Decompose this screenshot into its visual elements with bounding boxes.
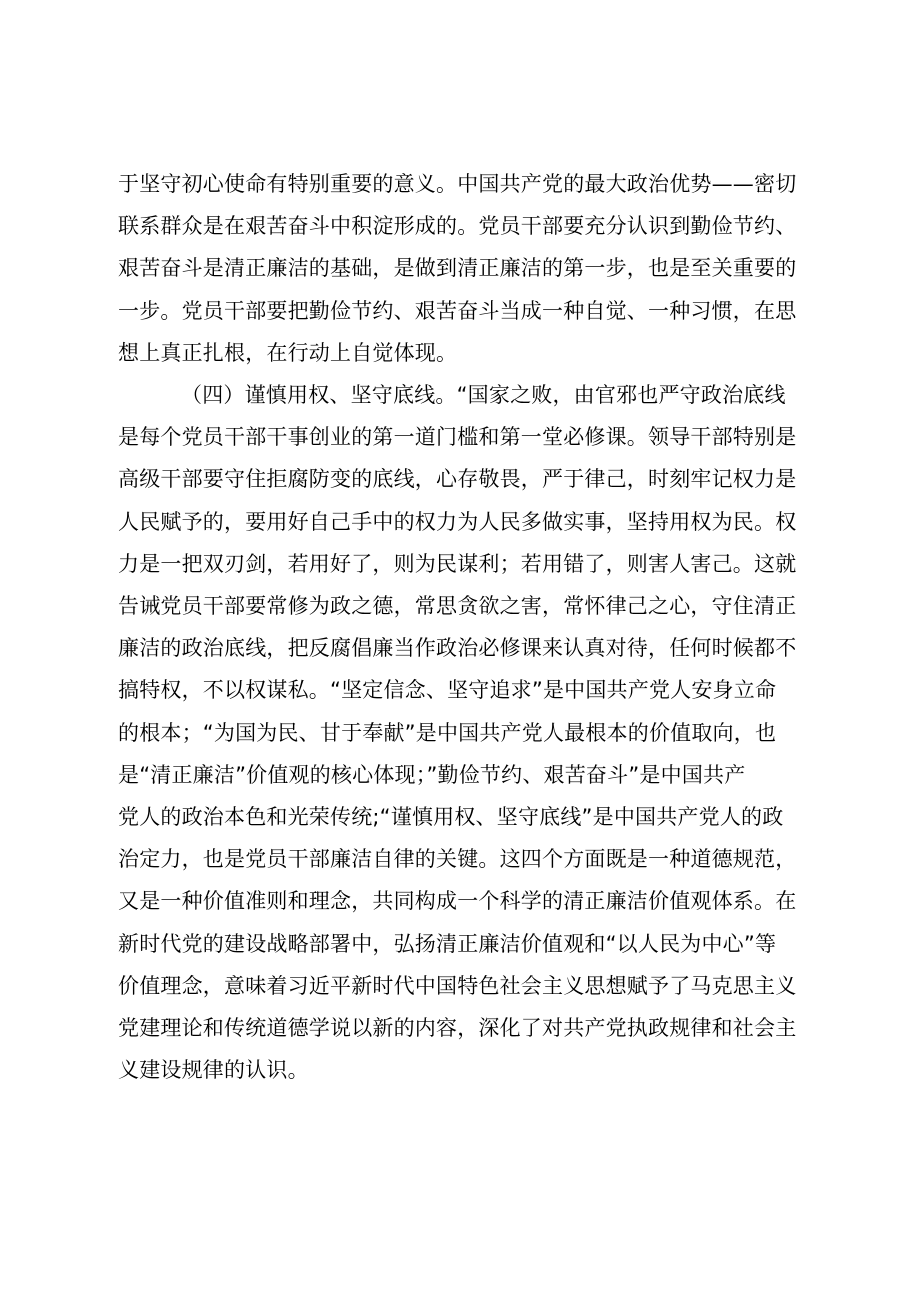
paragraph-two [118, 374, 812, 1091]
paragraph-two-line: 是每个党员干部干事创业的第一道门槛和第一堂必修课。领导干部特别是 [118, 425, 797, 450]
paragraph-two-line: 搞特权，不以权谋私。“坚定信念、坚守追求”是中国共产党人安身立命 [118, 678, 777, 703]
paragraph-two-line: 党人的政治本色和光荣传统;“谨慎用权、坚守底线”是中国共产党人的政 [118, 805, 784, 830]
paragraph-two-line: 高级干部要守住拒腐防变的底线，心存敬畏，严于律己，时刻牢记权力是 [118, 467, 797, 492]
paragraph-two-line: 的根本；“为国为民、甘于奉献”是中国共产党人最根本的价值取向，也 [118, 720, 777, 745]
paragraph-two-line: 党建理论和传统道德学说以新的内容，深化了对共产党执政规律和社会主 [118, 1016, 797, 1041]
paragraph-one-line: 想上真正扎根，在行动上自觉体现。 [118, 340, 458, 365]
paragraph-one [118, 163, 812, 374]
paragraph-two-line: 告诫党员干部要常修为政之德，常思贪欲之害，常怀律己之心，守住清正 [118, 594, 797, 619]
paragraph-one-line: 艰苦奋斗是清正廉洁的基础，是做到清正廉洁的第一步，也是至关重要的 [118, 256, 797, 281]
paragraph-two-line: 又是一种价值准则和理念，共同构成一个科学的清正廉洁价值观体系。在 [118, 889, 797, 914]
paragraph-two-line: 义建设规律的认识。 [118, 1058, 309, 1083]
paragraph-one-line: 一步。党员干部要把勤俭节约、艰苦奋斗当成一种自觉、一种习惯，在思 [118, 298, 797, 323]
paragraph-two-line: 价值理念，意味着习近平新时代中国特色社会主义思想赋予了马克思主义 [118, 973, 797, 998]
paragraph-two-line: （四）谨慎用权、坚守底线。“国家之败，由官邪也严守政治底线 [181, 383, 786, 407]
paragraph-two-line: 是“清正廉洁”价值观的核心体现；”勤俭节约、艰苦奋斗”是中国共产 [118, 762, 746, 787]
paragraph-one-line: 联系群众是在艰苦奋斗中积淀形成的。党员干部要充分认识到勤俭节约、 [118, 214, 797, 239]
paragraph-two-line: 新时代党的建设战略部署中，弘扬清正廉洁价值观和“以人民为中心”等 [118, 931, 777, 956]
paragraph-two-line: 力是一把双刃剑，若用好了，则为民谋利；若用错了，则害人害己。这就 [118, 551, 797, 576]
paragraph-two-line: 廉洁的政治底线，把反腐倡廉当作政治必修课来认真对待，任何时候都不 [118, 636, 797, 661]
paragraph-one-line: 于坚守初心使命有特别重要的意义。中国共产党的最大政治优势——密切 [118, 172, 797, 196]
paragraph-two-line: 人民赋予的，要用好自己手中的权力为人民多做实事，坚持用权为民。权 [118, 509, 797, 534]
paragraph-two-line: 治定力，也是党员干部廉洁自律的关键。这四个方面既是一种道德规范， [118, 847, 797, 872]
